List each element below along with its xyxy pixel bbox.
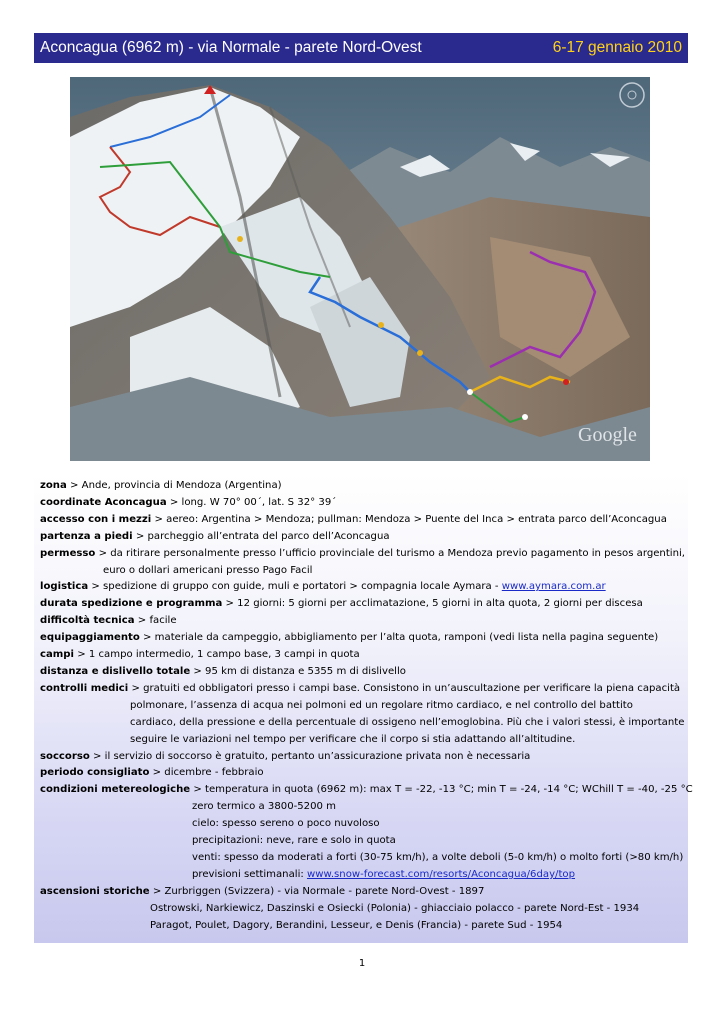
info-continuation: Ostrowski, Narkiewicz, Daszinski e Osiecki (Polonia) - ghiacciaio polacco - parete Nord-Est - 1934: [150, 902, 640, 914]
info-key: soccorso: [40, 750, 90, 762]
header-date: 6-17 gennaio 2010: [552, 39, 682, 56]
info-key: coordinate Aconcagua: [40, 496, 167, 508]
info-row-equipaggiamento: [40, 630, 682, 647]
info-key: periodo consigliato: [40, 767, 150, 779]
info-row-controlli: [40, 681, 682, 698]
info-value: > 1 campo intermedio, 1 campo base, 3 campi in quota: [74, 649, 360, 661]
info-key: equipaggiamento: [40, 632, 140, 644]
info-key: accesso con i mezzi: [40, 513, 152, 525]
info-key: difficoltà tecnica: [40, 615, 135, 627]
info-row-permesso: [40, 546, 686, 563]
info-row-coordinate: [40, 495, 682, 512]
info-row-accesso: [40, 512, 682, 529]
page-header: [34, 33, 688, 63]
info-continuation: venti: spesso da moderati a forti (30-75 km/h), a volte deboli (5-0 km/h) o molto forti (>80 km/h): [192, 851, 684, 863]
header-title: Aconcagua (6962 m) - via Normale - parete Nord-Ovest: [40, 39, 422, 56]
info-key: controlli medici: [40, 682, 129, 694]
info-row-zona: [40, 478, 682, 495]
info-continuation: polmonare, l’assenza di acqua nei polmoni ed un regolare ritmo cardiaco, e nel controllo del battito: [130, 699, 633, 711]
info-value: > dicembre - febbraio: [149, 767, 264, 779]
info-row-partenza: [40, 529, 682, 546]
info-row-difficolta: [40, 613, 682, 630]
info-value: > long. W 70° 00´, lat. S 32° 39´: [166, 496, 337, 508]
info-key: logistica: [40, 581, 89, 593]
info-row-periodo: [40, 765, 682, 782]
info-continuation: cardiaco, della pressione e della percentuale di ossigeno nell’emoglobina. Più che i valori stessi, è importante: [130, 716, 685, 728]
info-key: zona: [40, 480, 67, 491]
info-value: > Ande, provincia di Mendoza (Argentina): [66, 480, 282, 491]
info-value: > spedizione di gruppo con guide, muli e portatori > compagnia locale Aymara -: [88, 581, 502, 593]
info-continuation: precipitazioni: neve, rare e solo in quota: [192, 835, 396, 847]
info-key: permesso: [40, 547, 96, 559]
info-continuation-forecast: [40, 867, 682, 884]
info-value: > temperatura in quota (6962 m): max T = -22, -13 °C; min T = -24, -14 °C; WChill T = -40, -25 °C: [190, 784, 693, 796]
info-continuation: Paragot, Poulet, Dagory, Berandini, Lesseur, e Denis (Francia) - parete Sud - 1954: [150, 919, 563, 931]
info-continuation: euro o dollari americani presso Pago Facil: [103, 564, 313, 576]
route-map-image: [70, 77, 650, 461]
info-row-durata: [40, 596, 682, 613]
info-row-condizioni: [40, 782, 693, 799]
info-row-campi: [40, 647, 682, 664]
info-value: > 95 km di distanza e 5355 m di dislivello: [190, 665, 406, 677]
info-value: > gratuiti ed obbligatori presso i campi base. Consistono in un’auscultazione per verificare la piena capacità: [128, 682, 681, 694]
info-value: > da ritirare personalmente presso l’ufficio provinciale del turismo a Mendoza previo pagamento in pesos argentini,: [95, 547, 686, 559]
info-value: > il servizio di soccorso è gratuito, pertanto un’assicurazione privata non è necessaria: [89, 750, 531, 762]
info-value: > facile: [134, 615, 177, 627]
info-value: > Zurbriggen (Svizzera) - via Normale - parete Nord-Ovest - 1897: [149, 885, 485, 897]
info-value: > aereo: Argentina > Mendoza; pullman: Mendoza > Puente del Inca > entrata parco dell’Aconcagua: [151, 513, 667, 525]
forecast-label: previsioni settimanali:: [192, 868, 307, 880]
info-row-soccorso: [40, 749, 682, 766]
snow-forecast-link[interactable]: www.snow-forecast.com/resorts/Aconcagua/6day/top: [306, 868, 575, 880]
terrain-illustration: [70, 77, 650, 461]
info-value: > 12 giorni: 5 giorni per acclimatazione, 5 giorni in alta quota, 2 giorni per discesa: [222, 598, 643, 610]
info-key: partenza a piedi: [40, 530, 133, 542]
page-number: 1: [358, 958, 366, 969]
info-row-ascensioni: [40, 884, 682, 901]
info-row-logistica: [40, 579, 682, 596]
info-row-distanza: [40, 664, 682, 681]
info-value: > parcheggio all’entrata del parco dell’Aconcagua: [132, 530, 390, 542]
info-key: durata spedizione e programma: [40, 598, 223, 610]
info-key: campi: [40, 649, 74, 661]
image-watermark: Google: [578, 424, 637, 446]
info-value: > materiale da campeggio, abbigliamento per l’alta quota, ramponi (vedi lista nella pagina seguente): [139, 632, 659, 644]
expedition-info: [34, 474, 693, 943]
info-key: distanza e dislivello totale: [40, 665, 191, 677]
info-continuation: cielo: spesso sereno o poco nuvoloso: [192, 818, 380, 830]
info-continuation: zero termico a 3800-5200 m: [192, 801, 336, 813]
info-continuation: seguire le variazioni nel tempo per verificare che il corpo si stia adattando all’altitudine.: [130, 733, 576, 745]
info-key: ascensioni storiche: [40, 885, 150, 897]
info-key: condizioni metereologiche: [40, 784, 191, 796]
aymara-link[interactable]: www.aymara.com.ar: [501, 581, 606, 593]
